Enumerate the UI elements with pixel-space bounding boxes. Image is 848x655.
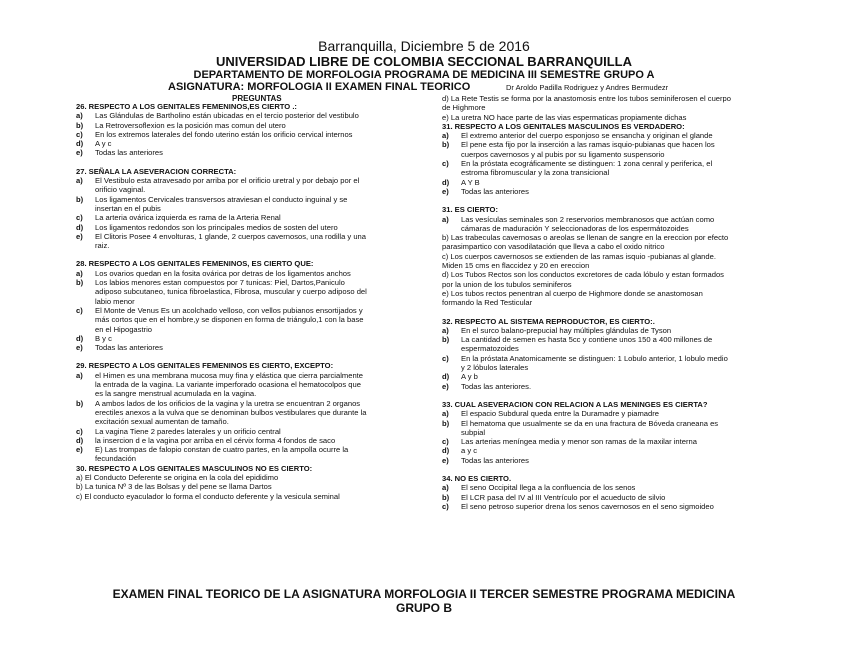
q27-option-e: e) El Clitoris Posee 4 envolturas, 1 glande, 2 cuerpos cavernosos, una rodilla y una — [76, 231, 366, 241]
q33-option-e: e) Todas las anteriores — [442, 455, 529, 465]
q28-option-b: b) Los labios menores estan compuestos por 7 tunicas: Piel, Dartos,Paniculo — [76, 278, 345, 288]
q27-option-e-cont: raiz. — [95, 241, 110, 251]
q31-option-b: b) El pene esta fijo por la inserción a las ramas isquio-pubianas que hacen los — [442, 140, 715, 150]
question-31-title: 31. RESPECTO A LOS GENITALES MASCULINOS ES VERDADERO: — [442, 121, 685, 131]
q33-option-a: a) El espacio Subdural queda entre la Duramadre y piamadre — [442, 409, 659, 419]
q26-option-d: d) A y c — [76, 139, 112, 149]
q32-option-c-cont: y 2 lóbulos laterales — [461, 363, 529, 373]
q33-option-b-cont: subpial — [461, 427, 486, 437]
q31b-option-b-cont: parasimpartico con vasodilatación que lleva a cabo el oxido nitrico — [442, 242, 665, 252]
q29-option-c: c) La vagina Tiene 2 paredes laterales y un orificio central — [76, 426, 281, 436]
university-name: UNIVERSIDAD LIBRE DE COLOMBIA SECCIONAL BARRANQUILLA — [215, 54, 632, 69]
q29-option-b-cont2: excitación sexual aumentan de tamaño. — [95, 417, 229, 427]
q30-option-e: e) La uretra NO hace parte de las vias espermaticas propiamente dichas — [442, 112, 687, 122]
q29-option-b-cont: erectiles anexos a la vulva que se denominan bulbos vestibulares que durante la — [95, 407, 367, 417]
exam-date: Barranquilla, Diciembre 5 de 2016 — [318, 38, 530, 54]
q32-option-b: b) La cantidad de semen es hasta 5cc y contiene unos 150 a 400 millones de — [442, 335, 713, 345]
footer-title: EXAMEN FINAL TEORICO DE LA ASIGNATURA MORFOLOGIA II TERCER SEMESTRE PROGRAMA MEDICINA — [112, 587, 736, 601]
q26-option-e: e) Todas las anteriores — [76, 148, 163, 158]
q32-option-e: e) Todas las anteriores. — [442, 381, 532, 391]
q31b-option-c: c) Los cuerpos cavernosos se extienden de las ramas isquio -pubianas al glande. — [442, 251, 716, 261]
q31-option-d: d) A Y B — [442, 177, 480, 187]
department-title: DEPARTAMENTO DE MORFOLOGIA PROGRAMA DE MEDICINA III SEMESTRE GRUPO A — [193, 69, 655, 81]
q29-option-b: b) A ambos lados de los orificios de la vagina y la uretra se encuentran 2 organos — [76, 398, 361, 408]
q31b-option-b: b) Las trabeculas cavernosas o areolas se llenan de sangre en la ereccion por efecto — [442, 233, 729, 243]
footer-group: GRUPO B — [395, 601, 452, 615]
question-29-title: 29. RESPECTO A LOS GENITALES FEMENINOS ES CIERTO, EXCEPTO: — [76, 361, 334, 371]
q31b-option-a: a) Las vesículas seminales son 2 reservorios membranosos que actúan como — [442, 214, 715, 224]
q29-option-d: d) la insercion d e la vagina por arriba en el cérvix forma 4 fondos de saco — [76, 435, 336, 445]
right-column — [442, 94, 772, 511]
q32-option-c: c) En la próstata Anatomicamente se distinguen: 1 Lobulo anterior, 1 lobulo medio — [442, 353, 728, 363]
q31-option-b-cont: cuerpos cavernosos y al pubis por su ligamento suspensorio — [461, 149, 665, 159]
q27-option-a: a) El Vestibulo esta atravesado por arriba por el orificio uretral y por debajo por el — [76, 176, 360, 186]
q31b-option-e-cont: formando la Red Testicular — [442, 298, 533, 308]
question-30-title: 30. RESPECTO A LOS GENITALES MASCULINOS NO ES CIERTO: — [76, 463, 313, 473]
q28-option-b-cont2: labio menor — [95, 296, 135, 306]
q31b-option-a-cont: cámaras de maduración Y seleccionadoras de los espermátozoides — [461, 223, 689, 233]
q28-option-c-cont: más cortos que en el hombre,y se disponen en forma de triángulo,1 con la base — [95, 315, 364, 325]
q28-option-c-cont2: en el Hipogastrio — [95, 324, 152, 334]
q28-option-b-cont: adiposo subcutaneo, tunica fibroelastica, Fibrosa, muscular y cuerpo adiposo del — [95, 287, 367, 297]
q33-option-b: b) El hematoma que usualmente se da en una fractura de Bóveda craneana es — [442, 418, 719, 428]
q27-option-b-cont: insertan en el pubis — [95, 203, 161, 213]
q29-option-e: e) E) Las trompas de falopio constan de cuatro partes, en la ampolla ocurre la — [76, 445, 349, 455]
question-32-title: 32. RESPECTO AL SISTEMA REPRODUCTOR, ES CIERTO:. — [442, 316, 655, 326]
q30-option-c: c) El conducto eyaculador lo forma el conducto deferente y la vesicula seminal — [76, 491, 340, 501]
question-28-title: 28. RESPECTO A LOS GENITALES FEMENINOS, ES CIERTO QUE: — [76, 259, 314, 269]
question-27-title: 27. SEÑALA LA ASEVERACION CORRECTA: — [76, 166, 237, 176]
q27-option-c: c) La arteria ovárica izquierda es rama de la Arteria Renal — [76, 213, 281, 223]
q34-option-a: a) El seno Occipital llega a la confluencia de los senos — [442, 483, 636, 493]
q31b-option-d: d) Los Tubos Rectos son los conductos excretores de cada lóbulo y estan formados — [442, 270, 724, 280]
q31b-option-e: e) Los tubos rectos penentran al cuerpo de Highmore donde se anastomosan — [442, 288, 703, 298]
q31-option-c-cont: estroma fibromuscular y la zona transicional — [461, 168, 610, 178]
question-34-title: 34. NO ES CIERTO. — [442, 473, 512, 483]
question-26-title: 26. RESPECTO A LOS GENITALES FEMENINOS,ES CIERTO .: — [76, 102, 297, 111]
q28-option-c: c) El Monte de Venus Es un acolchado velloso, con vellos pubianos ensortijados y — [76, 305, 363, 315]
subject-title: ASIGNATURA: MORFOLOGIA II EXAMEN FINAL TEORICO — [168, 81, 471, 93]
q26-option-c: c) En los extremos laterales del fondo uterino están los orificio cervical internos — [76, 129, 353, 139]
q29-option-e-cont: fecundación — [95, 454, 136, 464]
q31-option-c: c) En la próstata ecográficamente se distinguen: 1 zona cenral y periferica, el — [442, 159, 713, 169]
q31b-option-c-cont: Miden 15 cms en flaccidez y 20 en ereccion — [442, 261, 590, 271]
q30-option-a: a) El Conducto Deferente se origina en la cola del epididimo — [76, 472, 279, 482]
q26-option-b: b) La Retroversoflexion es la posición mas comun del utero — [76, 120, 286, 130]
q34-option-b: b) El LCR pasa del IV al III Ventrículo por el acueducto de silvio — [442, 492, 666, 502]
q32-option-d: d) A y b — [442, 372, 478, 382]
q29-option-a-cont2: es la sangre menstrual acumulada en la vagina. — [95, 389, 257, 399]
q33-option-c: c) Las arterias meníngea media y menor son ramas de la maxilar interna — [442, 437, 697, 447]
left-column — [76, 102, 408, 501]
q29-option-a-cont: la entrada de la vagina. La variante imperforado ocasiona el hematocolpos que — [95, 380, 361, 390]
q31-option-a: a) El extremo anterior del cuerpo esponjoso se ensancha y originan el glande — [442, 131, 713, 141]
q30-option-b: b) La tunica Nº 3 de las Bolsas y del pene se llama Dartos — [76, 482, 272, 492]
q34-option-c: c) El seno petroso superior drena los senos cavernosos en el seno sigmoideo — [442, 501, 714, 511]
q31-option-e: e) Todas las anteriores — [442, 186, 529, 196]
question-33-title: 33. CUAL ASEVERACION CON RELACION A LAS MENINGES ES CIERTA? — [442, 399, 708, 409]
question-31b-title: 31. ES CIERTO: — [442, 205, 498, 215]
q30-option-d-cont: de Highmore — [442, 103, 486, 113]
q27-option-b: b) Los ligamentos Cervicales transversos atraviesan el conducto inguinal y se — [76, 194, 348, 204]
q29-option-a: a) el Himen es una membrana mucosa muy fina y elástica que cierra parcialmente — [76, 370, 364, 380]
q32-option-a: a) En el surco balano-prepucial hay múltiples glándulas de Tyson — [442, 325, 672, 335]
q30-option-d: d) La Rete Testis se forma por la anastomosis entre los tubos seminiferosen el cuerpo — [442, 94, 731, 103]
q31b-option-d-cont: por la union de los tubulos seminiferos — [442, 279, 572, 289]
q28-option-e: e) Todas las anteriores — [76, 343, 163, 353]
q33-option-d: d) a y c — [442, 446, 478, 456]
q26-option-a: a) Las Glándulas de Bartholino están ubicadas en el tercio posterior del vestibulo — [76, 111, 359, 121]
q32-option-b-cont: espermatozoides — [461, 344, 519, 354]
q28-option-d: d) B y c — [76, 333, 112, 343]
preguntas-heading: PREGUNTAS — [232, 94, 282, 103]
q28-option-a: a) Los ovarios quedan en la fosita ovárica por detras de los ligamentos anchos — [76, 268, 351, 278]
professors: Dr Aroldo Padilla Rodriguez y Andres Bermudezr — [506, 83, 669, 92]
q27-option-d: d) Los ligamentos redondos son los principales medios de sosten del utero — [76, 222, 338, 232]
q27-option-a-cont: orificio vaginal. — [95, 185, 146, 195]
